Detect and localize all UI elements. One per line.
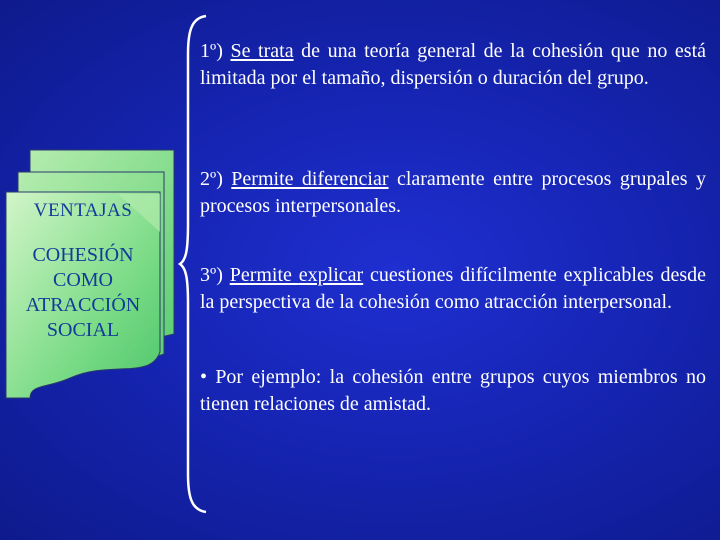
- example-bullet: [200, 364, 706, 418]
- card-title-line: COHESIÓN: [32, 244, 134, 266]
- point-2-text: claramente entre procesos grupales y procesos interpersonales.: [200, 168, 707, 217]
- point-1: [200, 38, 706, 92]
- point-1-number: 1º): [200, 40, 223, 62]
- bullet-icon: •: [200, 366, 208, 388]
- ventajas-label: VENTAJAS: [33, 200, 133, 221]
- point-2-link-diferenciar[interactable]: diferenciar: [301, 168, 389, 190]
- card-title-line: COMO: [52, 269, 113, 291]
- point-3-link-explicar[interactable]: explicar: [298, 264, 364, 286]
- card-title-line: SOCIAL: [46, 319, 120, 341]
- point-2: [200, 166, 706, 220]
- point-3-number: 3º): [200, 264, 223, 286]
- card-title: [6, 243, 160, 343]
- point-3: [200, 262, 706, 316]
- point-2-number: 2º): [200, 168, 223, 190]
- example-text: Por ejemplo: la cohesión entre grupos cuyos miembros no tienen relaciones de amistad.: [200, 366, 707, 415]
- card-title-line: ATRACCIÓN: [25, 294, 141, 316]
- point-1-link[interactable]: Se trata: [230, 40, 294, 62]
- point-1-text: de una teoría general de la cohesión que no está limitada por el tamaño, dispersión o duración del grupo.: [200, 40, 706, 89]
- title-card-stack: [0, 140, 180, 420]
- point-3-link-permite[interactable]: Permite: [229, 264, 299, 286]
- point-3-text: cuestiones difícilmente explicables desde la perspectiva de la cohesión como atracción interpersonal.: [200, 264, 706, 313]
- point-2-link-permite[interactable]: Permite: [231, 168, 302, 190]
